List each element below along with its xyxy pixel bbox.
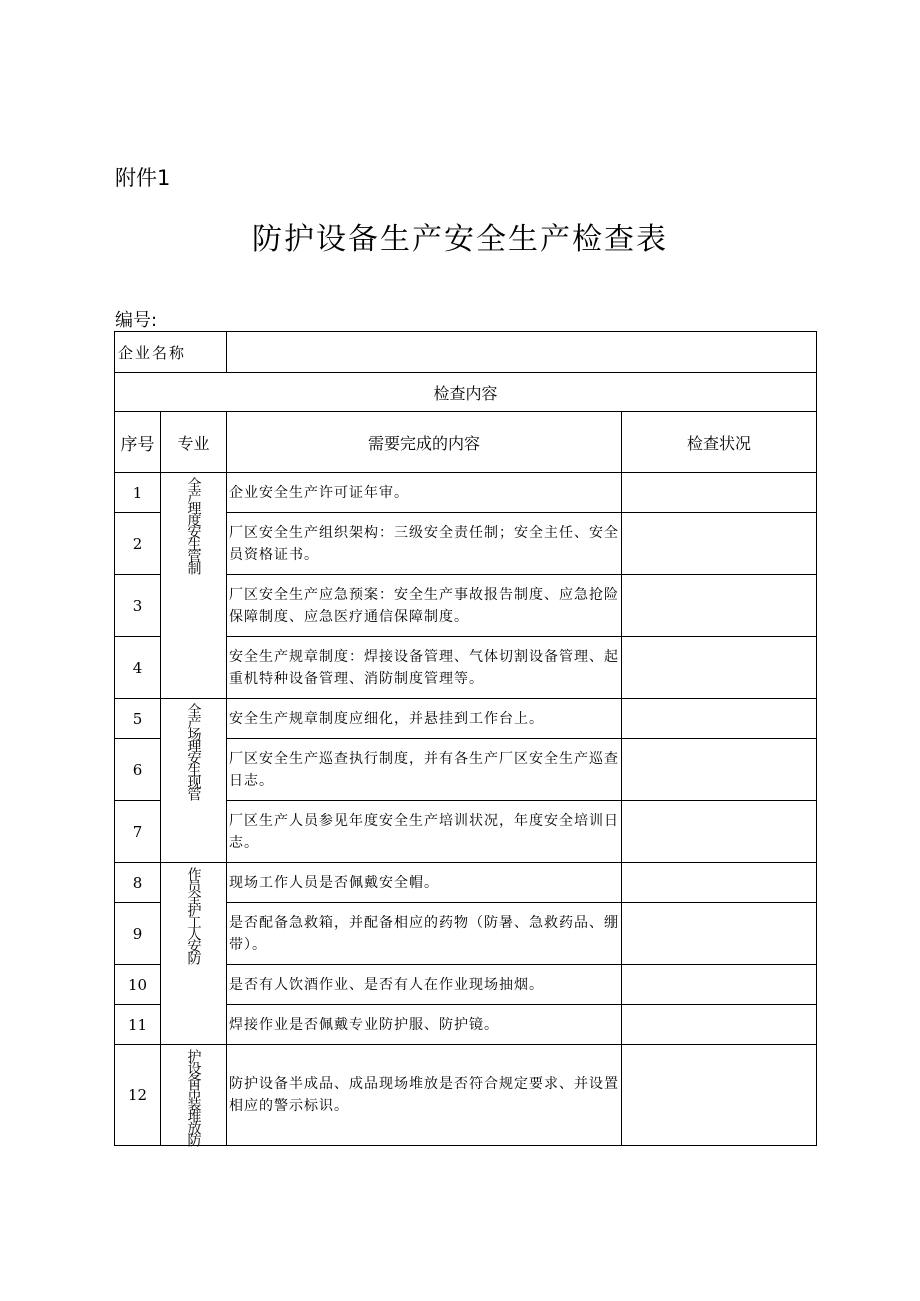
row-number: 12 [115, 1045, 161, 1146]
table-row [115, 473, 817, 513]
row-number: 2 [115, 513, 161, 575]
enterprise-name-label: 企业名称 [115, 332, 227, 373]
inspection-table [114, 331, 817, 1146]
requirement-text: 是否配备急救箱，并配备相应的药物（防暑、急救药品、绷带）。 [227, 903, 622, 965]
check-status-cell[interactable] [622, 801, 817, 863]
check-status-cell[interactable] [622, 903, 817, 965]
row-number: 1 [115, 473, 161, 513]
check-status-cell[interactable] [622, 1045, 817, 1146]
table-row [115, 699, 817, 739]
row-number: 10 [115, 965, 161, 1005]
requirement-text: 厂区安全生产组织架构：三级安全责任制；安全主任、安全员资格证书。 [227, 513, 622, 575]
row-number: 8 [115, 863, 161, 903]
specialty-cell [161, 1045, 227, 1146]
check-status-cell[interactable] [622, 513, 817, 575]
specialty-label: 作员全护工人安防 [185, 867, 202, 963]
row-number: 4 [115, 637, 161, 699]
enterprise-name-field[interactable] [227, 332, 817, 373]
header-status: 检查状况 [622, 412, 817, 473]
requirement-text: 是否有人饮酒作业、是否有人在作业现场抽烟。 [227, 965, 622, 1005]
table-row [115, 1045, 817, 1146]
requirement-text: 厂区安全生产应急预案：安全生产事故报告制度、应急抢险保障制度、应急医疗通信保障制度。 [227, 575, 622, 637]
specialty-cell [161, 699, 227, 863]
row-number: 5 [115, 699, 161, 739]
specialty-label: 全产理度安生管制 [185, 477, 202, 573]
check-status-cell[interactable] [622, 473, 817, 513]
requirement-text: 焊接作业是否佩戴专业防护服、防护镜。 [227, 1005, 622, 1045]
specialty-label: 全产场理安生现管 [185, 703, 202, 799]
check-status-cell[interactable] [622, 863, 817, 903]
row-number: 11 [115, 1005, 161, 1045]
specialty-cell [161, 863, 227, 1045]
serial-number-label: 编号: [115, 310, 158, 331]
check-status-cell[interactable] [622, 965, 817, 1005]
page-title: 防护设备生产安全生产检查表 [252, 222, 668, 257]
requirement-text: 厂区生产人员参见年度安全生产培训状况，年度安全培训日志。 [227, 801, 622, 863]
requirement-text: 防护设备半成品、成品现场堆放是否符合规定要求、并设置相应的警示标识。 [227, 1045, 622, 1146]
check-status-cell[interactable] [622, 637, 817, 699]
requirement-text: 安全生产规章制度：焊接设备管理、气体切割设备管理、起重机特种设备管理、消防制度管理等。 [227, 637, 622, 699]
header-seq: 序号 [115, 412, 161, 473]
specialty-label: 护设备吊装堆放防 [185, 1049, 202, 1145]
requirement-text: 企业安全生产许可证年审。 [227, 473, 622, 513]
requirement-text: 安全生产规章制度应细化，并悬挂到工作台上。 [227, 699, 622, 739]
header-specialty: 专业 [161, 412, 227, 473]
attachment-label: 附件1 [115, 166, 171, 190]
row-number: 3 [115, 575, 161, 637]
header-content: 需要完成的内容 [227, 412, 622, 473]
row-number: 7 [115, 801, 161, 863]
table-row [115, 863, 817, 903]
check-status-cell[interactable] [622, 1005, 817, 1045]
requirement-text: 厂区安全生产巡查执行制度，并有各生产厂区安全生产巡查日志。 [227, 739, 622, 801]
specialty-cell [161, 473, 227, 699]
section-title: 检查内容 [115, 373, 817, 412]
requirement-text: 现场工作人员是否佩戴安全帽。 [227, 863, 622, 903]
check-status-cell[interactable] [622, 739, 817, 801]
check-status-cell[interactable] [622, 575, 817, 637]
row-number: 6 [115, 739, 161, 801]
check-status-cell[interactable] [622, 699, 817, 739]
row-number: 9 [115, 903, 161, 965]
